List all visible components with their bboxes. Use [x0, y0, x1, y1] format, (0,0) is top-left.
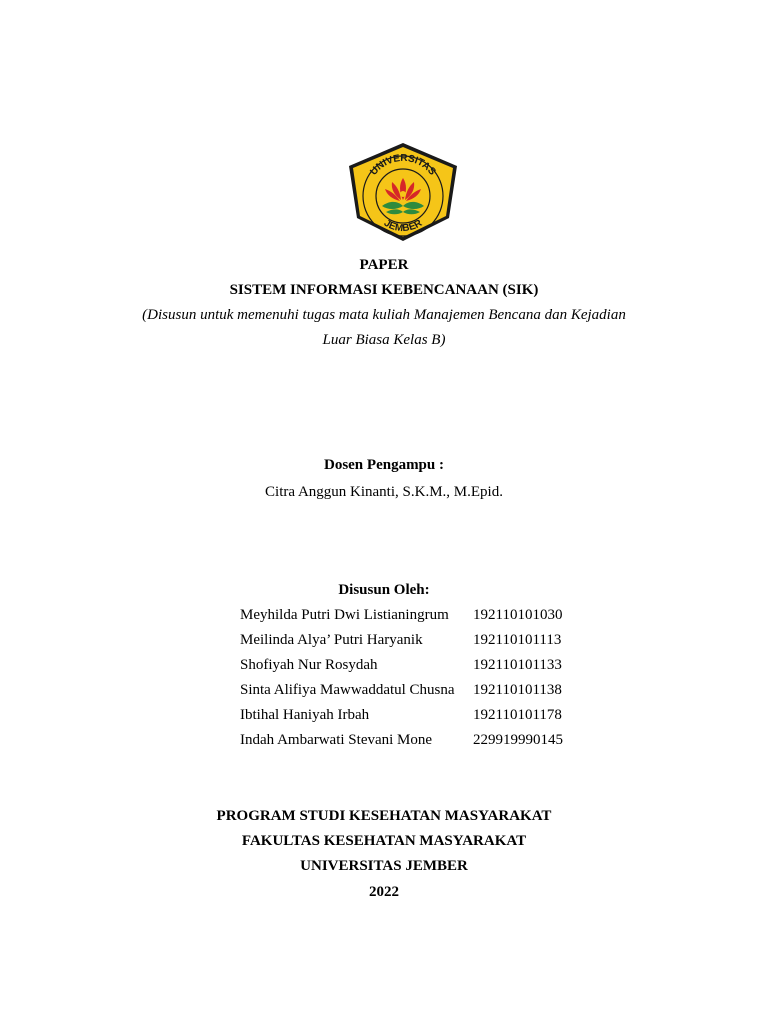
author-id: 192110101138: [473, 682, 562, 698]
author-row: [240, 680, 580, 705]
author-id: 229919990145: [473, 732, 563, 748]
author-id: 192110101030: [473, 607, 563, 623]
author-name: Shofiyah Nur Rosydah: [240, 657, 378, 673]
authors-list: [240, 605, 580, 755]
authors-label: Disusun Oleh:: [338, 582, 430, 598]
author-row: [240, 730, 580, 755]
author-row: [240, 705, 580, 730]
author-row: [240, 605, 580, 630]
lecturer-label: Dosen Pengampu :: [323, 457, 444, 473]
author-name: Ibtihal Haniyah Irbah: [240, 707, 370, 723]
universitas-jember-logo: [346, 140, 460, 244]
document-subtitle-line1: (Disusun untuk memenuhi tugas mata kuliah Manajemen Bencana dan Kejadian: [142, 307, 626, 323]
lecturer-name: Citra Anggun Kinanti, S.K.M., M.Epid.: [265, 484, 503, 500]
footer-program: PROGRAM STUDI KESEHATAN MASYARAKAT: [216, 808, 552, 824]
author-name: Sinta Alifiya Mawwaddatul Chusna: [240, 682, 455, 698]
author-name: Meyhilda Putri Dwi Listianingrum: [240, 607, 449, 623]
footer-university: UNIVERSITAS JEMBER: [300, 858, 468, 874]
author-row: [240, 630, 580, 655]
author-name: Indah Ambarwati Stevani Mone: [240, 732, 433, 748]
footer-year: 2022: [369, 884, 399, 900]
author-id: 192110101178: [473, 707, 562, 723]
author-id: 192110101113: [473, 632, 562, 648]
svg-text:UNIVERSITAS: UNIVERSITAS: [368, 152, 438, 178]
svg-text:JEMBER: JEMBER: [381, 217, 425, 235]
document-subtitle-line2: Luar Biasa Kelas B): [322, 332, 446, 348]
author-id: 192110101133: [473, 657, 562, 673]
document-type: PAPER: [359, 257, 409, 273]
document-title: SISTEM INFORMASI KEBENCANAAN (SIK): [229, 282, 539, 298]
footer-faculty: FAKULTAS KESEHATAN MASYARAKAT: [241, 833, 527, 849]
author-row: [240, 655, 580, 680]
author-name: Meilinda Alya’ Putri Haryanik: [240, 632, 423, 648]
